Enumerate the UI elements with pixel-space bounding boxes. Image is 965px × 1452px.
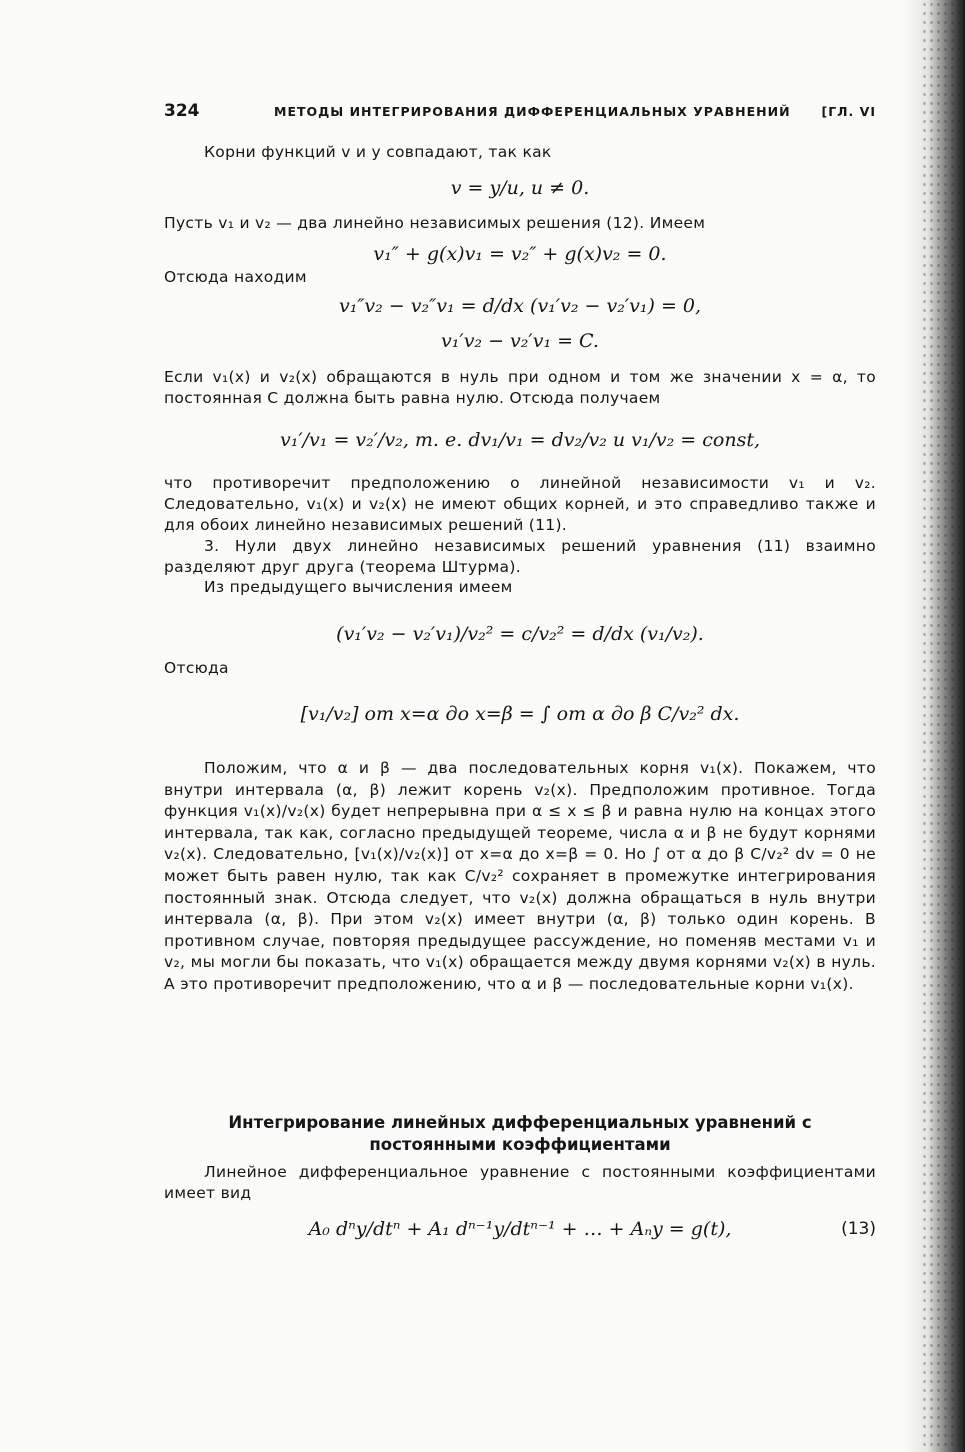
chapter-label: [ГЛ. VI [821, 104, 876, 119]
equation-5: (v₁′v₂ − v₂′v₁)/v₂² = c/v₂² = d/dx (v₁/v₂). [336, 623, 704, 645]
paragraph-2: Пусть v₁ и v₂ — два линейно независимых решения (12). Имеем [164, 214, 706, 232]
equation-2: v₁″ + g(x)v₁ = v₂″ + g(x)v₂ = 0. [373, 243, 667, 265]
equation-4: v₁′/v₁ = v₂′/v₂, т. е. dv₁/v₁ = dv₂/v₂ и v₁/v₂ = const, [279, 429, 761, 451]
equation-6: [v₁/v₂] от x=α до x=β = ∫ от α до β C/v₂² dx. [300, 703, 740, 725]
equation-3b: v₁′v₂ − v₂′v₁ = C. [441, 330, 599, 352]
page-number: 324 [164, 101, 200, 121]
paragraph-9: Положим, что α и β — два последовательных корня v₁(x). Покажем, что внутри интервала (α, β) лежит корень v₂(x). Предположим противное. Тогда функция v₁(x)/v₂(x) будет непрерывна при α ≤ x ≤ β и равна нулю на концах этого интервала, так как, согласно предыдущей теореме, числа α и β не будут корнями v₂(x). Следовательно, [v₁(x)/v₂(x)] от x=α до x=β = 0. Но ∫ от α до β C/v₂² dv = 0 не может быть равен нулю, так как C/v₂² сохраняет в промежутке интегрирования постоянный знак. Отсюда следует, что v₂(x) должна обращаться в нуль внутри интервала (α, β). При этом v₂(x) имеет внутри (α, β) только один корень. В противном случае, повторяя предыдущее рассуждение, но поменяв местами v₁ и v₂, мы могли бы показать, что v₁(x) обращается между двумя корнями v₂(x) в нуль. А это противоречит предположению, что α и β — последовательные корни v₁(x). [164, 759, 876, 993]
equation-7 [164, 1217, 876, 1241]
equation-1: v = y/u, u ≠ 0. [450, 177, 590, 199]
scan-edge-noise [921, 0, 961, 1452]
paragraph-6: 3. Нули двух линейно независимых решений уравнения (11) взаимно разделяют друг друга (теорема Штурма). [164, 537, 876, 576]
paragraph-3: Отсюда находим [164, 268, 307, 286]
paragraph-4: Если v₁(x) и v₂(x) обращаются в нуль при одном и том же значении x = α, то постоянная C должна быть равна нулю. Отсюда получаем [164, 368, 876, 407]
paragraph-5: что противоречит предположению о линейной независимости v₁ и v₂. Следовательно, v₁(x) и v₂(x) не имеют общих корней, и это справедливо также и для обоих линейно независимых решений (11). [164, 474, 876, 534]
equation-3a: v₁″v₂ − v₂″v₁ = d/dx (v₁′v₂ − v₂′v₁) = 0, [338, 295, 702, 317]
equation-7-body: A₀ dⁿy/dtⁿ + A₁ dⁿ⁻¹y/dtⁿ⁻¹ + … + Aₙy = g(t), [308, 1218, 732, 1240]
equation-number: (13) [841, 1219, 876, 1239]
paragraph-8: Отсюда [164, 659, 229, 677]
running-title: МЕТОДЫ ИНТЕГРИРОВАНИЯ ДИФФЕРЕНЦИАЛЬНЫХ УРАВНЕНИЙ [274, 104, 791, 119]
paragraph-1: Корни функций v и y совпадают, так как [204, 143, 552, 161]
section-heading: Интегрирование линейных дифференциальных уравнений с постоянными коэффициентами [228, 1113, 812, 1154]
running-header [164, 103, 876, 125]
paragraph-10: Линейное дифференциальное уравнение с постоянными коэффициентами имеет вид [164, 1163, 876, 1202]
paragraph-7: Из предыдущего вычисления имеем [204, 578, 513, 596]
